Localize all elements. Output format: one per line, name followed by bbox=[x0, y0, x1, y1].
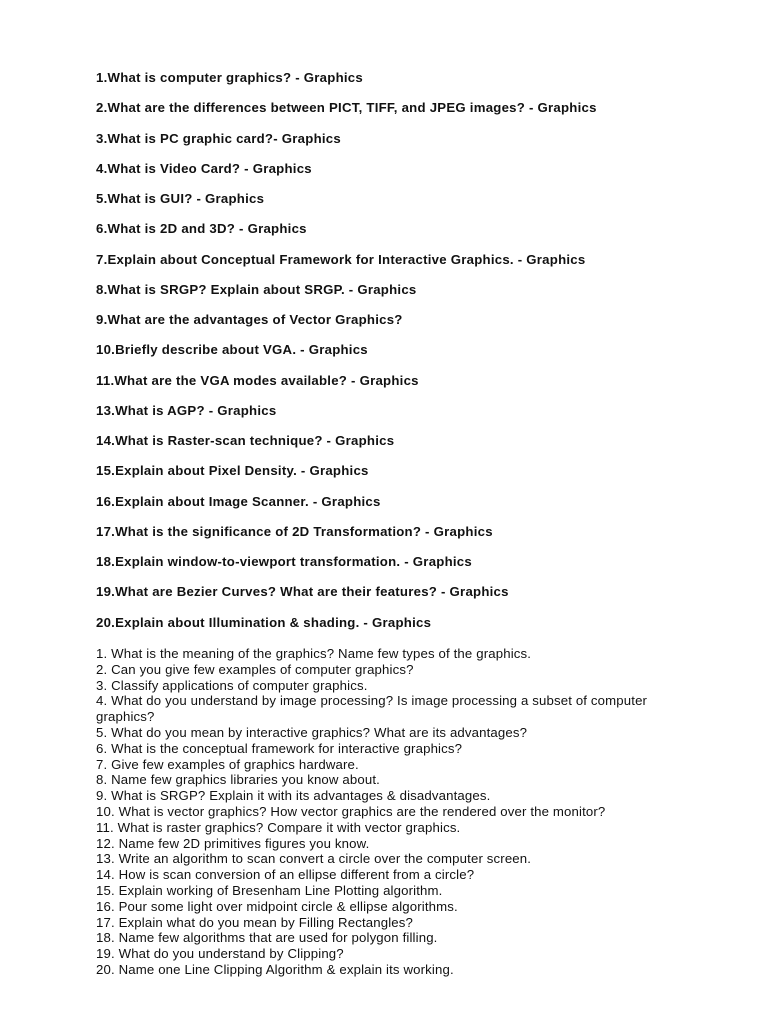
plain-question: 13. Write an algorithm to scan convert a circle over the computer screen. bbox=[96, 851, 532, 867]
plain-question: 7. Give few examples of graphics hardware. bbox=[96, 756, 359, 772]
bold-question: 14.What is Raster-scan technique? - Graphics bbox=[96, 433, 395, 448]
plain-question: 18. Name few algorithms that are used for polygon filling. bbox=[96, 930, 438, 946]
bold-question: 11.What are the VGA modes available? - Graphics bbox=[96, 372, 419, 388]
bold-question: 19.What are Bezier Curves? What are their features? - Graphics bbox=[96, 584, 509, 600]
bold-question: 6.What is 2D and 3D? - Graphics bbox=[96, 221, 307, 237]
plain-question: 5. What do you mean by interactive graphics? What are its advantages? bbox=[96, 724, 528, 740]
plain-question: 19. What do you understand by Clipping? bbox=[96, 946, 344, 962]
plain-question: 10. What is vector graphics? How vector graphics are the rendered over the monitor? bbox=[96, 803, 606, 819]
plain-question: 3. Classify applications of computer graphics. bbox=[96, 677, 368, 693]
bold-question-list bbox=[96, 70, 736, 645]
bold-question: 16.Explain about Image Scanner. - Graphics bbox=[96, 493, 381, 509]
plain-question: 20. Name one Line Clipping Algorithm & explain its working. bbox=[96, 961, 454, 977]
bold-question: 2.What are the differences between PICT, TIFF, and JPEG images? - Graphics bbox=[96, 100, 597, 116]
plain-question: 9. What is SRGP? Explain it with its advantages & disadvantages. bbox=[96, 788, 491, 804]
bold-question: 7.Explain about Conceptual Framework for Interactive Graphics. - Graphics bbox=[96, 251, 586, 267]
bold-question: 1.What is computer graphics? - Graphics bbox=[96, 70, 363, 85]
bold-question: 9.What are the advantages of Vector Graphics? bbox=[96, 312, 403, 327]
plain-question-list bbox=[96, 646, 676, 978]
plain-question: 17. Explain what do you mean by Filling Rectangles? bbox=[96, 914, 414, 930]
bold-question: 13.What is AGP? - Graphics bbox=[96, 402, 277, 418]
plain-question: 1. What is the meaning of the graphics? Name few types of the graphics. bbox=[96, 646, 532, 661]
bold-question: 20.Explain about Illumination & shading. - Graphics bbox=[96, 614, 432, 630]
plain-question: 14. How is scan conversion of an ellipse different from a circle? bbox=[96, 867, 475, 883]
bold-question: 17.What is the significance of 2D Transformation? - Graphics bbox=[96, 523, 493, 539]
plain-question: 4. What do you understand by image processing? Is image processing a subset of computer graphics? bbox=[96, 693, 648, 725]
plain-question: 12. Name few 2D primitives figures you know. bbox=[96, 835, 370, 851]
bold-question: 15.Explain about Pixel Density. - Graphics bbox=[96, 463, 369, 479]
plain-question: 8. Name few graphics libraries you know about. bbox=[96, 772, 380, 788]
bold-question: 8.What is SRGP? Explain about SRGP. - Graphics bbox=[96, 281, 417, 297]
bold-question: 18.Explain window-to-viewport transformation. - Graphics bbox=[96, 554, 472, 569]
bold-question: 5.What is GUI? - Graphics bbox=[96, 191, 265, 206]
bold-question: 3.What is PC graphic card?- Graphics bbox=[96, 130, 341, 146]
plain-question: 11. What is raster graphics? Compare it with vector graphics. bbox=[96, 819, 461, 835]
plain-question: 2. Can you give few examples of computer graphics? bbox=[96, 661, 414, 677]
plain-question: 16. Pour some light over midpoint circle & ellipse algorithms. bbox=[96, 898, 458, 914]
bold-question: 10.Briefly describe about VGA. - Graphics bbox=[96, 342, 368, 358]
plain-question: 6. What is the conceptual framework for interactive graphics? bbox=[96, 740, 463, 756]
bold-question: 4.What is Video Card? - Graphics bbox=[96, 160, 312, 176]
plain-question: 15. Explain working of Bresenham Line Plotting algorithm. bbox=[96, 882, 443, 898]
